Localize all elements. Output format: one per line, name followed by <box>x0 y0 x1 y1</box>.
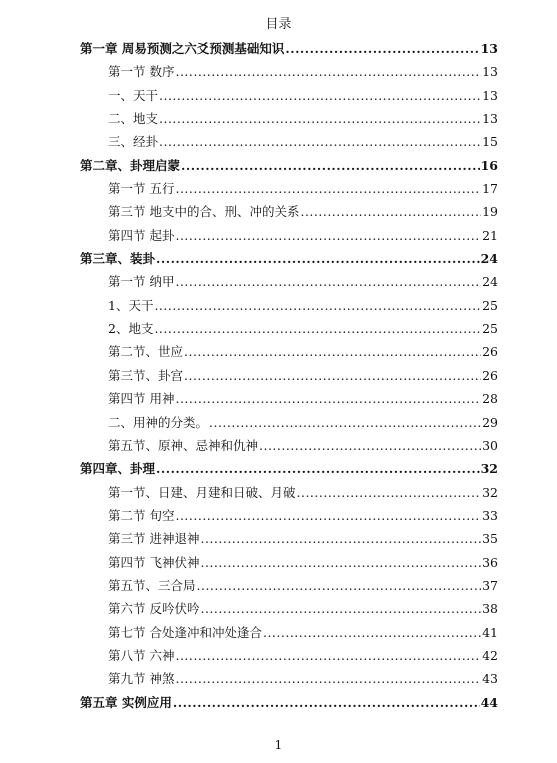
toc-entry-page: 13 <box>482 111 498 127</box>
toc-dot-leader <box>159 133 481 150</box>
toc-entry-page: 32 <box>480 461 498 477</box>
toc-entry-label: 三、经卦 <box>108 134 159 150</box>
toc-section-entry[interactable] <box>80 133 498 156</box>
toc-dot-leader <box>156 460 480 477</box>
toc-section-entry[interactable] <box>80 647 498 670</box>
toc-entry-page: 29 <box>482 414 498 430</box>
toc-section-entry[interactable] <box>80 670 498 693</box>
toc-dot-leader <box>209 414 481 431</box>
toc-dot-leader <box>159 87 481 104</box>
toc-entry-page: 25 <box>482 297 498 313</box>
toc-dot-leader <box>175 227 481 244</box>
toc-dot-leader <box>197 577 482 594</box>
toc-dot-leader <box>175 273 481 290</box>
toc-dot-leader <box>200 530 481 547</box>
toc-section-entry[interactable] <box>80 437 498 460</box>
toc-entry-page: 26 <box>482 367 498 383</box>
toc-dot-leader <box>300 203 481 220</box>
toc-dot-leader <box>297 484 482 501</box>
toc-section-entry[interactable] <box>80 87 498 110</box>
toc-entry-label: 第四节 起卦 <box>108 227 175 243</box>
toc-entry-label: 二、地支 <box>108 111 159 127</box>
toc-section-entry[interactable] <box>80 414 498 437</box>
toc-chapter-entry[interactable] <box>80 250 498 273</box>
toc-section-entry[interactable] <box>80 367 498 390</box>
toc-dot-leader <box>175 647 481 664</box>
toc-chapter-entry[interactable] <box>80 157 498 180</box>
toc-entry-page: 13 <box>480 41 498 56</box>
toc-entry-label: 第七节 合处逢冲和冲处逢合 <box>108 624 262 640</box>
toc-dot-leader <box>181 157 480 174</box>
toc-entry-label: 第一节 纳甲 <box>108 274 175 290</box>
toc-entry-page: 26 <box>482 344 498 360</box>
toc-entry-page: 43 <box>482 671 498 687</box>
toc-dot-leader <box>263 624 481 641</box>
toc-entry-page: 32 <box>482 484 498 500</box>
toc-dot-leader <box>159 110 481 127</box>
toc-entry-label: 第五节、三合局 <box>108 577 196 593</box>
toc-dot-leader <box>156 250 480 267</box>
toc-dot-leader <box>175 507 481 524</box>
toc-dot-leader <box>285 40 479 57</box>
toc-entry-label: 第三章、装卦 <box>80 251 156 267</box>
toc-title: 目录 <box>265 17 292 32</box>
toc-dot-leader <box>200 600 481 617</box>
toc-section-entry[interactable] <box>80 507 498 530</box>
toc-entry-page: 42 <box>482 647 498 663</box>
toc-dot-leader <box>154 297 481 314</box>
toc-entry-label: 第二节、世应 <box>108 344 184 360</box>
toc-entry-page: 13 <box>482 64 498 80</box>
toc-entry-label: 第八节 六神 <box>108 647 175 663</box>
toc-entry-label: 第四节 飞神伏神 <box>108 554 200 570</box>
toc-entry-label: 第九节 神煞 <box>108 671 175 687</box>
toc-entry-page: 37 <box>482 577 498 593</box>
toc-dot-leader <box>175 63 481 80</box>
toc-entry-page: 17 <box>482 181 498 197</box>
toc-entry-label: 1、天干 <box>108 297 154 313</box>
toc-entry-label: 第三节 进神退神 <box>108 531 200 547</box>
toc-section-entry[interactable] <box>80 624 498 647</box>
toc-section-entry[interactable] <box>80 530 498 553</box>
toc-entry-label: 第六节 反吟伏吟 <box>108 601 200 617</box>
toc-entry-label: 一、天干 <box>108 87 159 103</box>
toc-entry-page: 24 <box>480 251 498 267</box>
toc-list <box>80 40 498 717</box>
toc-section-entry[interactable] <box>80 343 498 366</box>
toc-entry-label: 第一章 周易预测之六爻预测基础知识 <box>80 41 285 56</box>
toc-entry-page: 35 <box>482 531 498 547</box>
toc-entry-label: 第一节 数序 <box>108 64 175 80</box>
toc-entry-label: 第四节 用神 <box>108 391 175 407</box>
toc-entry-label: 第二节 旬空 <box>108 507 175 523</box>
toc-section-entry[interactable] <box>80 484 498 507</box>
toc-dot-leader <box>184 367 481 384</box>
toc-entry-page: 15 <box>482 134 498 150</box>
toc-entry-label: 2、地支 <box>108 321 154 337</box>
toc-dot-leader <box>259 437 481 454</box>
toc-section-entry[interactable] <box>80 554 498 577</box>
toc-entry-page: 44 <box>480 694 498 710</box>
toc-section-entry[interactable] <box>80 390 498 413</box>
toc-entry-page: 13 <box>482 87 498 103</box>
toc-entry-page: 41 <box>482 624 498 640</box>
toc-section-entry[interactable] <box>80 273 498 296</box>
toc-chapter-entry[interactable] <box>80 40 498 63</box>
toc-entry-label: 第二章、卦理启蒙 <box>80 157 181 173</box>
toc-entry-page: 28 <box>482 391 498 407</box>
toc-entry-label: 第五章 实例应用 <box>80 694 172 710</box>
toc-entry-page: 36 <box>482 554 498 570</box>
toc-section-entry[interactable] <box>80 110 498 133</box>
toc-entry-page: 16 <box>480 157 498 173</box>
toc-entry-page: 33 <box>482 507 498 523</box>
page-number: 1 <box>274 738 283 752</box>
toc-entry-page: 25 <box>482 321 498 337</box>
toc-section-entry[interactable] <box>80 180 498 203</box>
toc-entry-label: 第一节、日建、月建和日破、月破 <box>108 484 296 500</box>
toc-entry-page: 38 <box>482 601 498 617</box>
toc-section-entry[interactable] <box>80 600 498 623</box>
toc-section-entry[interactable] <box>80 577 498 600</box>
toc-section-entry[interactable] <box>80 63 498 86</box>
toc-dot-leader <box>184 343 481 360</box>
toc-dot-leader <box>154 320 481 337</box>
toc-dot-leader <box>175 670 481 687</box>
toc-section-entry[interactable] <box>80 320 498 343</box>
toc-chapter-entry[interactable] <box>80 460 498 483</box>
toc-section-entry[interactable] <box>80 297 498 320</box>
toc-entry-label: 第四章、卦理 <box>80 461 156 477</box>
toc-dot-leader <box>200 554 481 571</box>
toc-dot-leader <box>175 390 481 407</box>
toc-chapter-entry[interactable] <box>80 694 498 717</box>
toc-dot-leader <box>175 180 481 197</box>
toc-dot-leader <box>173 694 480 711</box>
toc-entry-label: 第三节 地支中的合、刑、冲的关系 <box>108 204 300 220</box>
toc-section-entry[interactable] <box>80 227 498 250</box>
toc-entry-page: 19 <box>482 204 498 220</box>
toc-entry-page: 21 <box>482 227 498 243</box>
toc-section-entry[interactable] <box>80 203 498 226</box>
toc-entry-label: 第一节 五行 <box>108 181 175 197</box>
toc-entry-page: 30 <box>482 437 498 453</box>
toc-entry-label: 二、用神的分类。 <box>108 414 209 430</box>
toc-entry-label: 第三节、卦宫 <box>108 367 184 383</box>
toc-entry-label: 第五节、原神、忌神和仇神 <box>108 437 259 453</box>
toc-entry-page: 24 <box>482 274 498 290</box>
